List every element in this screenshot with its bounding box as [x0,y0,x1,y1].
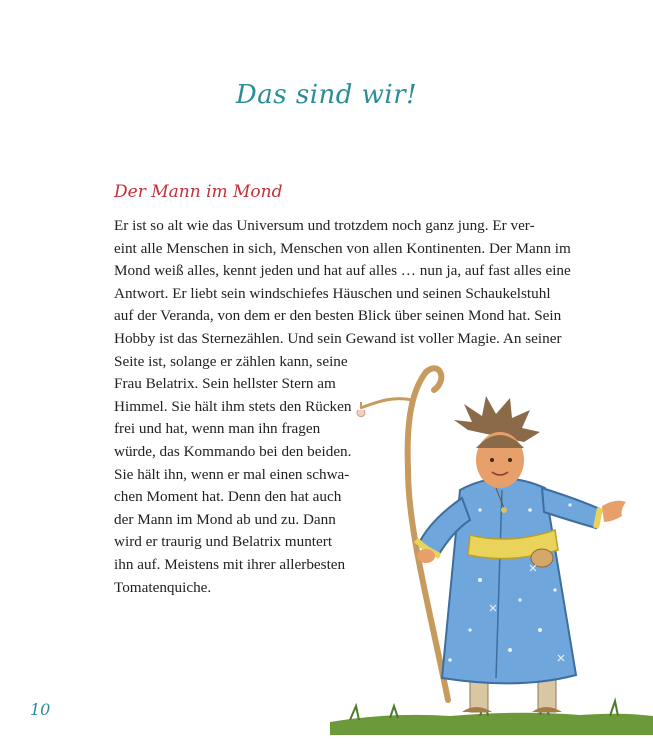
body-line: Antwort. Er liebt sein windschiefes Häuschen und seinen Schaukelstuhl [114,284,551,302]
body-line: frei und hat, wenn man ihn fragen [114,420,321,438]
man-in-the-moon-illustration [330,360,653,735]
body-line: Frau Belatrix. Sein hellster Stern am [114,375,336,393]
body-line: wird er traurig und Belatrix muntert [114,533,333,551]
body-line: Tomatenquiche. [114,578,212,596]
robe [416,478,626,683]
body-line: Mond weiß alles, kennt jeden und hat auf alles … nun ja, auf fast alles eine [114,262,571,280]
body-line: chen Moment hat. Denn den hat auch [114,488,342,506]
body-line: eint alle Menschen in sich, Menschen von allen Kontinenten. Der Mann im [114,239,571,257]
page-title: Das sind wir! [235,80,418,110]
body-line: würde, das Kommando bei den beiden. [114,442,352,460]
body-line: Sie hält ihn, wenn er mal einen schwa- [114,465,350,483]
body-line: Er ist so alt wie das Universum und trotzdem noch ganz jung. Er ver- [114,217,535,234]
page-number: 10 [30,700,51,719]
body-line: der Mann im Mond ab und zu. Dann [114,510,336,528]
body-line: Himmel. Sie hält ihm stets den Rücken [114,397,352,415]
grass [330,700,653,735]
body-line: Seite ist, solange er zählen kann, seine [114,352,348,370]
body-line: Hobby ist das Sternezählen. Und sein Gewand ist voller Magie. An seiner [114,329,562,347]
body-line: auf der Veranda, von dem er den besten Blick über seinen Mond hat. Sein [114,307,562,325]
body-line: ihn auf. Meistens mit ihrer allerbesten [114,555,346,573]
section-heading: Der Mann im Mond [114,182,283,202]
